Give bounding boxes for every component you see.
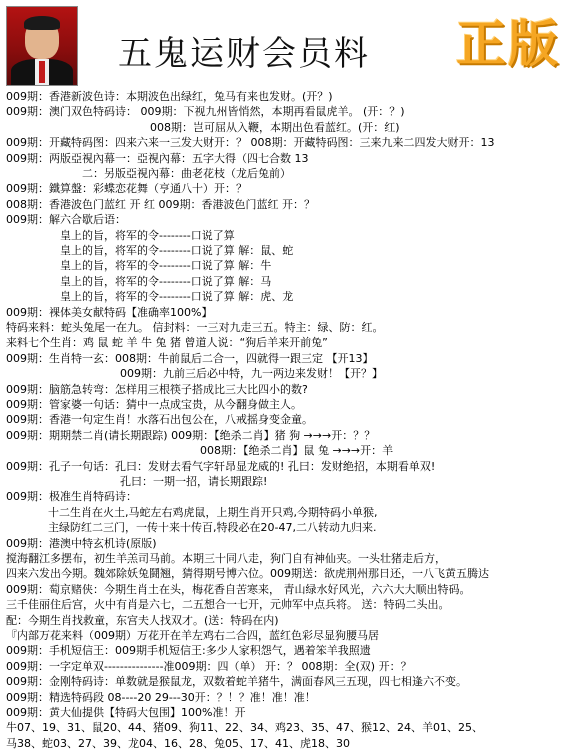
content-line: 特码来料：蛇头兔尾一在九。 信封料：一三对九走三五。特主：绿、防：红。 <box>6 321 384 334</box>
content-line: 009期：澳门双色特码诗： 009期：下视九州皆悄然，本期再看鼠虎羊。 (开：？) <box>6 105 405 119</box>
content-line: 009期：脑筋急转弯：怎样用三根筷子搭成比三大比四小的数? <box>6 382 308 396</box>
content-line: 二：另版亞視內幕：曲老花枝（龙后兔前） <box>82 167 291 180</box>
content-line: 马38、蛇03、27、39、龙04、16、28、兔05、17、41、虎18、30 <box>6 736 350 750</box>
content-line: 009期：香港一句定生肖！水落石出包公在，八戒摇身变金童。 <box>6 413 313 427</box>
content-line: 009期：两版亞視內幕一：亞視內幕：五字大得（四七合数 13 <box>6 151 309 165</box>
content-line: 皇上的旨，将军的令--------口说了算 解：牛 <box>60 259 272 273</box>
content-line: 三千佳丽住后宫，火中有肖是六七，二五想合一七开，元帅军中点兵将。 送：特码二头出。 <box>6 598 450 612</box>
content-line: 009期：解六合歇后语： <box>6 213 126 227</box>
content-line: 来料七个生肖：鸡 鼠 蛇 羊 牛 兔 猪 曾道人说：“狗后羊来开前兔” <box>6 336 328 350</box>
content-line: 四来六发出今期。魏郊除妖兔鬪翘，猜得期号博六位。009期送：欲虎荆州那日还，一八飞黄五腾达 <box>6 567 489 581</box>
content-line: 十二生肖在火土,马蛇左右鸡虎鼠，上期生肖开只鸡,今期特码小单猴, <box>48 505 378 519</box>
content-line: 008期：香港波色门蓝红 开 红 009期：香港波色门蓝红 开：？ <box>6 197 315 211</box>
content-line: 孔曰：一期一招，请长期跟踪! <box>120 475 268 488</box>
content-line: 009期：精选特码段 08----20 29---30开：？！？准！准！准！ <box>6 690 316 704</box>
content-line: 009期：萄京赌侠：今期生肖土在头，梅花香自苦寒来， 青山绿水好风光，六六大大顺出特码。 <box>6 582 471 596</box>
page-title: 五鬼运财会员料 <box>118 34 370 74</box>
content-line: 009期：一字定单双---------------准009期：四（单） 开：？ 008期：全(双) 开：？ <box>6 659 412 673</box>
content-line: 『内部万花来料（009期）万花开在羊左鸡右二合四，蓝红色彩尽显狗腰马居 <box>6 629 379 642</box>
content-line: 配：今期生肖找救童，东宫夫人找双才。(送：特码在内) <box>6 613 279 627</box>
content-line: 009期：开藏特码图：四来六来一三发大财开：？ 008期：开藏特码图：三来九来二四发大财开：13 <box>6 136 495 150</box>
content-line: 009期：港澳中特玄机诗(原版) <box>6 536 157 550</box>
content-line: 008期：岂可屈从入鞭，本期出色看蓝红。(开：红) <box>150 120 400 134</box>
content-line: 009期：生肖特一玄：008期：牛前鼠后二合一，四就得一跟三定 【开13】 <box>6 351 374 365</box>
content-line: 009期：管家婆一句话：猜中一点成宝贵，从今翻身做主人。 <box>6 398 302 411</box>
content-line: 009期：手机短信王：009期手机短信王:多少人家积怨气，遇着笨羊我照遗 <box>6 644 371 658</box>
content-line: 009期：九前三后必中特，九一两边来发财！【开？】 <box>120 367 383 381</box>
content-line: 皇上的旨，将军的令--------口说了算 解：虎、龙 <box>60 290 294 304</box>
content-line: 009期：金刚特码诗：单数就是猴鼠龙，双数着蛇羊猪牛，满面春风三五现，四七相逢六不变。 <box>6 675 467 689</box>
content-line: 009期：黄大仙提供【特码大包围】100%准！开 <box>6 706 246 719</box>
content-line: 009期：孔子一句话：孔曰：发财去看气字轩昂显龙威的! 孔曰：发财绝招，本期看单双! <box>6 459 436 473</box>
content-line: 牛07、19、31、鼠20、44、猪09、狗11、22、34、鸡23、35、47、猴12、24、羊01、25、 <box>6 721 483 735</box>
content-line: 搅海翻江多摆布，初生羊羔司马前。本期三十同八走，狗门自有神仙夹。一头壮猪走后方， <box>6 552 446 565</box>
content-line: 009期：鐵算盤：彩蝶恋花舞（亨通八十）开：？ <box>6 182 247 196</box>
content-line: 皇上的旨，将军的令--------口说了算 解：马 <box>60 274 272 288</box>
host-portrait <box>6 6 78 86</box>
content-line: 009期：极准生肖特码诗： <box>6 490 137 504</box>
content-line: 主绿防红二三门，一传十来十传百,特段必在20-47,二八转动九归来. <box>48 521 377 535</box>
content-line: 009期：香港新波色诗：本期波色出绿红，兔马有来也发财。(开？) <box>6 90 333 103</box>
content-line: 008期：【绝杀二肖】鼠 兔 →→→开：羊 <box>200 444 394 458</box>
header <box>0 0 579 90</box>
authentic-badge: 正版 <box>456 15 560 73</box>
content-line: 009期：裸体美女献特码【准确率100%】 <box>6 305 213 319</box>
content-line: 009期：期期禁二肖(请长期跟踪) 009期：【绝杀二肖】猪 狗 →→→开：？？ <box>6 428 376 442</box>
content-line: 皇上的旨，将军的令--------口说了算 <box>60 228 235 242</box>
content-line: 皇上的旨，将军的令--------口说了算 解：鼠、蛇 <box>60 244 294 257</box>
